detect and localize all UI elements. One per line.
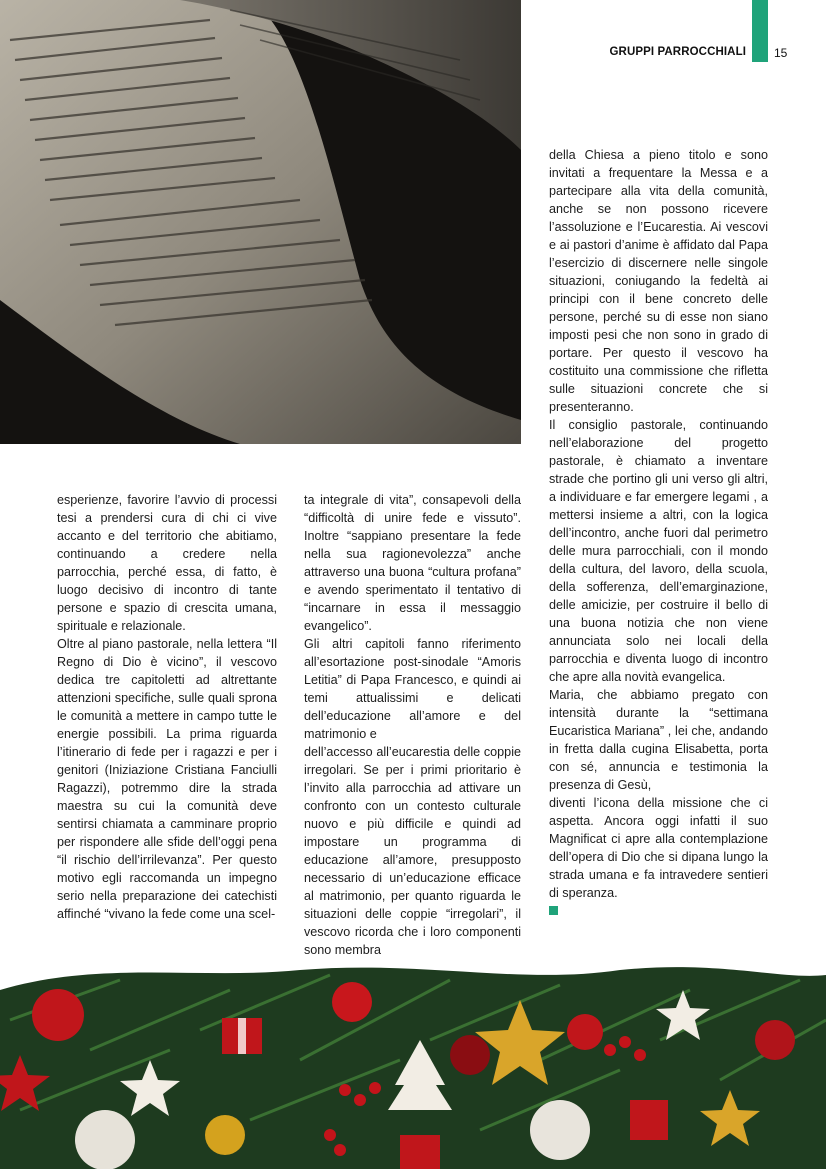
column-2	[304, 491, 521, 959]
column-1	[57, 491, 277, 923]
paragraph: Oltre al piano pastorale, nella lettera “Il Regno di Dio è vicino”, il vescovo dedica tre capitoletti ad altrettante attenzioni specifiche, sulle quali sprona le comunità a mettere in campo tutte le energie possibili. La prima riguarda l’itinerario di fede per i ragazzi e per i genitori (Iniziazione Cristiana Fanciulli Ragazzi), potremmo dire la strada maestra su cui la comunità deve sentirsi chiamata a camminare proprio per rispondere alle sfide dell’oggi pena “il rischio dell’irrilevanza”. Per questo motivo egli raccomanda un impegno serio nella preparazione dei catechisti affinché “vivano la fede come una scel-	[57, 637, 277, 921]
paragraph: ta integrale di vita”, consapevoli della “difficoltà di unire fede e vissuto”. Inoltre “sappiano presentare la fede nella sua ragionevolezza” anche attraverso una buona “cultura profana” e avendo sperimentato il tentativo di “incarnare in essa il messaggio evangelico”.	[304, 493, 521, 633]
open-bible-photo	[0, 0, 521, 444]
paragraph: diventi l’icona della missione che ci aspetta. Ancora oggi infatti il suo Magnificat ci apre alla contemplazione dell’opera di Dio che si dipana lungo la strada umana e fa intravedere sentieri di speranza.	[549, 796, 768, 900]
page-number: 15	[774, 46, 788, 60]
christmas-garland-photo	[0, 960, 826, 1169]
paragraph: esperienze, favorire l’avvio di processi tesi a prendersi cura di chi ci vive accanto e del territorio che abitiamo, continuando a credere nella parrocchia, perché essa, di fatto, è luogo decisivo di incontro di tante persone e spazio di crescita umana, spirituale e relazionale.	[57, 493, 277, 633]
paragraph: della Chiesa a pieno titolo e sono invitati a frequentare la Messa e a partecipare alla vita della comunità, anche se non possono ricevere l’assoluzione e l’Eucarestia. Ai vescovi e ai pastori d’anime è affidato dal Papa l’esercizio di discernere nelle singole situazioni, coniugando la fedeltà ai principi con il bene concreto delle persone, perché su di esse non siano imposti pesi che non sono in grado di portare. Per questo il vescovo ha costituito una commissione che rifletta sulle situazioni concrete che si presenteranno.	[549, 148, 768, 414]
paragraph: Il consiglio pastorale, continuando nell’elaborazione del progetto pastorale, è chiamato a inventare strade che portino gli uni verso gli altri, a individuare e far emergere legami , a mettersi insieme a altri, con la logica dell’incontro, anche fuori dal perimetro delle mura parrocchiali, con il mondo della cultura, del lavoro, della scuola, della sofferenza, dell’emarginazione, delle amicizie, per costruire il bello di una buona notizia che non viene annunciata solo nei locali della parrocchia e diventa luogo di incontro che apre alla novità evangelica.	[549, 418, 768, 684]
column-3	[549, 146, 768, 920]
christmas-garland-icon	[0, 960, 826, 1169]
open-bible-icon	[0, 0, 521, 444]
paragraph: dell’accesso all’eucarestia delle coppie irregolari. Se per i primi prioritario è l’invito alla parrocchia ad attivare un confronto con un contesto culturale nuovo e più difficile e quindi ad impostare un programma di educazione all’amore, presupposto necessario di un’educazione efficace al matrimonio, per quanto riguarda le situazioni delle coppie “irregolari”, il vescovo ricorda che i loro componenti sono membra	[304, 745, 521, 957]
paragraph: Maria, che abbiamo pregato con intensità durante la “settimana Eucaristica Mariana” , lei che, andando in fretta dalla cugina Elisabetta, porta con sé, annuncia e testimonia la presenza di Gesù,	[549, 688, 768, 792]
section-title: GRUPPI PARROCCHIALI	[609, 46, 746, 58]
paragraph: Gli altri capitoli fanno riferimento all’esortazione post-sinodale “Amoris Letitia” di Papa Francesco, e quindi ai temi attualissimi e delicati dell’educazione all’amore e del matrimonio e	[304, 637, 521, 741]
header-accent-bar	[752, 0, 768, 62]
end-of-article-square-icon	[549, 906, 558, 915]
